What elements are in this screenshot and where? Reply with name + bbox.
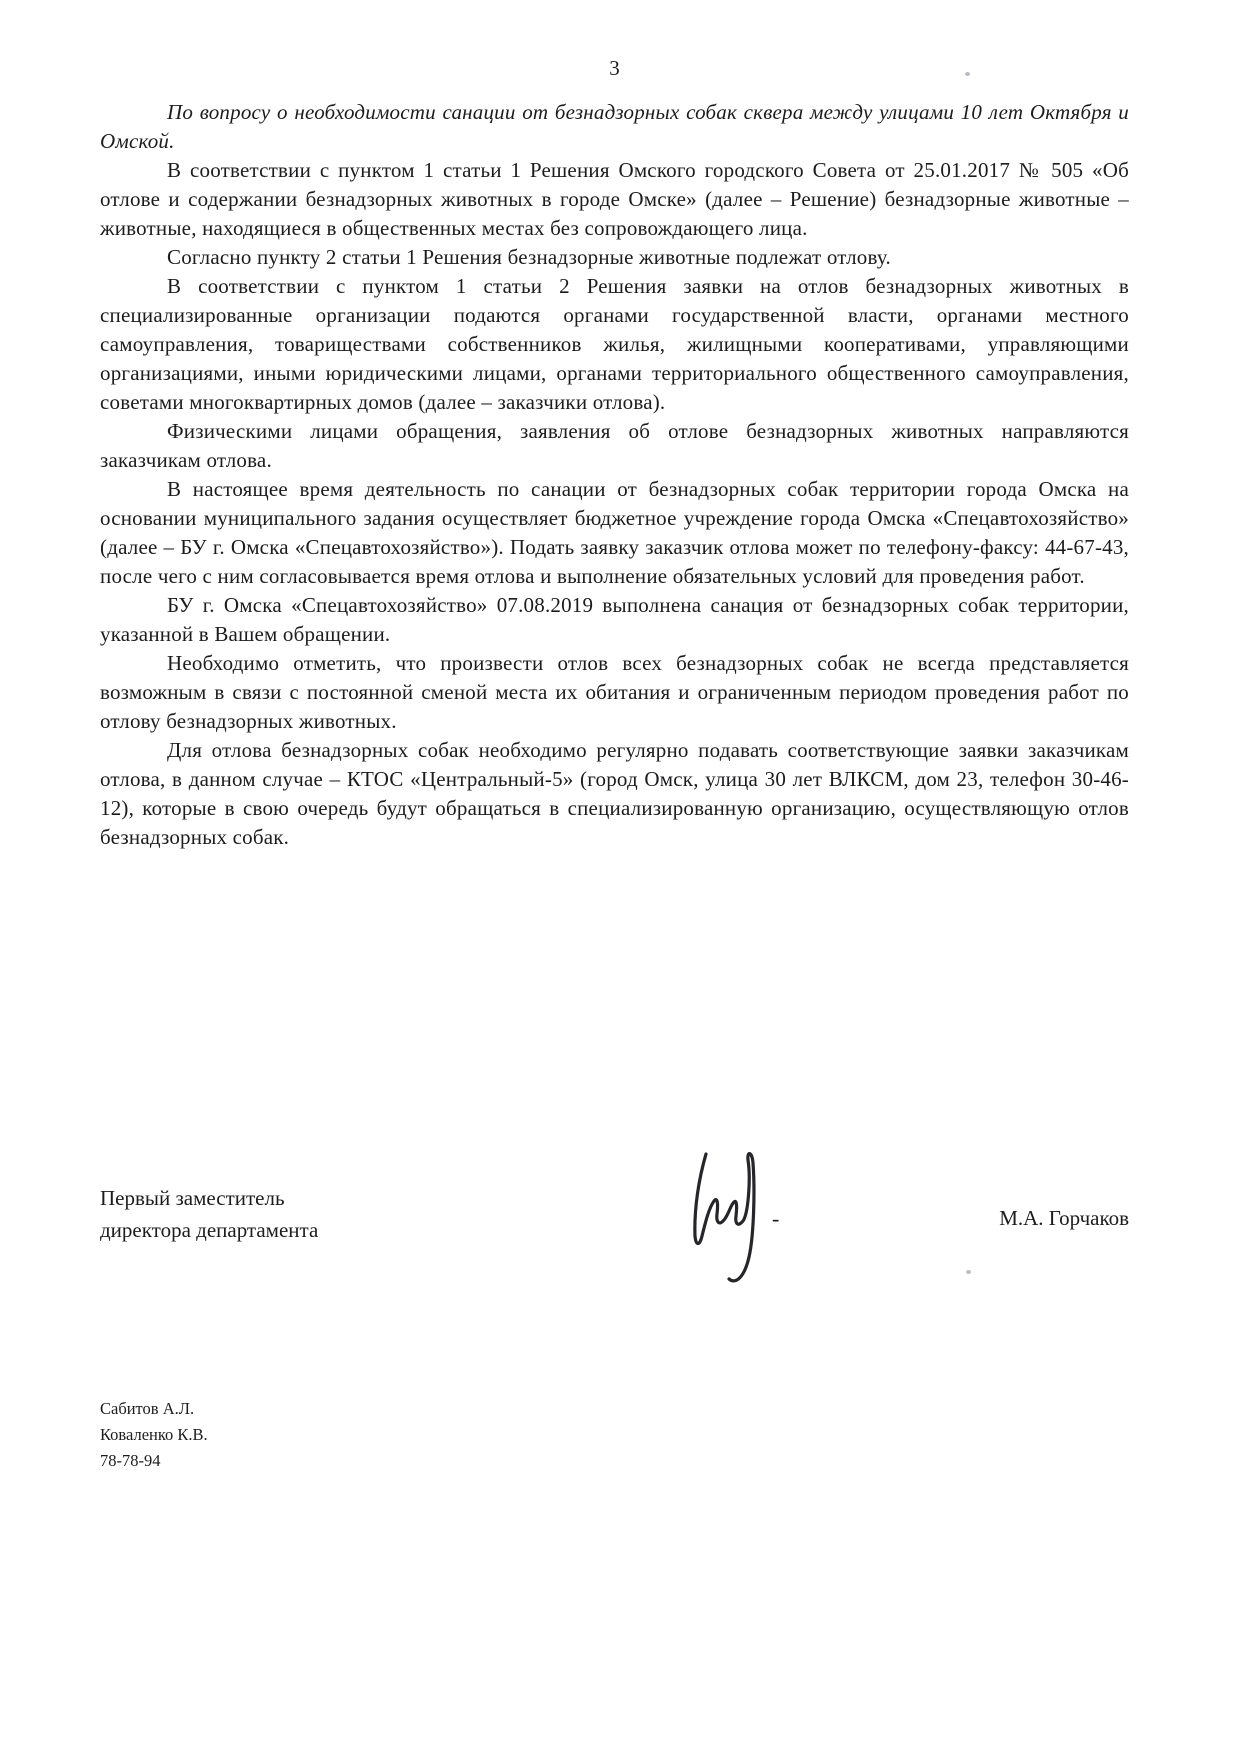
paragraph: В настоящее время деятельность по санации от безнадзорных собак территории города Омска на основании муниципального задания осуществляет бюджетное учреждение города Омска «Спецавтохозяйство» (далее – БУ г. Омска «Спецавтохозяйство»). Подать заявку заказчик отлова может по телефону-факсу: 44-67-43, после чего с ним согласовывается время отлова и выполнение обязательных условий для проведения работ. [100, 477, 1129, 588]
scan-artifact [965, 72, 970, 76]
document-body [100, 98, 1129, 852]
signer-title-line2: директора департамента [100, 1218, 319, 1242]
executor-phone: 78-78-94 [100, 1451, 161, 1470]
signer-title [100, 1182, 318, 1246]
page-number: 3 [609, 56, 620, 80]
paragraph: Для отлова безнадзорных собак необходимо регулярно подавать соответствующие заявки заказчикам отлова, в данном случае – КТОС «Центральный-5» (город Омск, улица 30 лет ВЛКСМ, дом 23, телефон 30-46-12), которые в свою очередь будут обращаться в специализированную организацию, осуществляющую отлов безнадзорных собак. [100, 738, 1129, 849]
paragraph: Согласно пункту 2 статьи 1 Решения безнадзорные животные подлежат отлову. [167, 245, 891, 269]
paragraph: В соответствии с пунктом 1 статьи 2 Решения заявки на отлов безнадзорных животных в специализированные организации подаются органами государственной власти, органами местного самоуправления, товариществами собственников жилья, жилищными кооперативами, управляющими организациями, иными юридическими лицами, органами территориального общественного самоуправления, советами многоквартирных домов (далее – заказчики отлова). [100, 274, 1129, 414]
executor-name-1: Сабитов А.Л. [100, 1399, 195, 1418]
signer-name: М.А. Горчаков [999, 1206, 1129, 1230]
paragraph-subject: По вопросу о необходимости санации от безнадзорных собак сквера между улицами 10 лет Октября и Омской. [100, 100, 1129, 153]
scan-artifact [966, 1270, 971, 1274]
paragraph: Необходимо отметить, что произвести отлов всех безнадзорных собак не всегда представляется возможным в связи с постоянной сменой места их обитания и ограниченным периодом проведения работ по отлову безнадзорных животных. [100, 651, 1129, 733]
paragraph: БУ г. Омска «Спецавтохозяйство» 07.08.2019 выполнена санация от безнадзорных собак территории, указанной в Вашем обращении. [100, 593, 1129, 646]
paragraph: Физическими лицами обращения, заявления об отлове безнадзорных животных направляются заказчикам отлова. [100, 419, 1129, 472]
signer-title-line1: Первый заместитель [100, 1186, 285, 1210]
signature-dash: - [772, 1206, 780, 1231]
executor-block [100, 1396, 208, 1474]
executor-name-2: Коваленко К.В. [100, 1425, 208, 1444]
paragraph: В соответствии с пунктом 1 статьи 1 Решения Омского городского Совета от 25.01.2017 № 505 «Об отлове и содержании безнадзорных животных в городе Омске» (далее – Решение) безнадзорные животные – животные, находящиеся в общественных местах без сопровождающего лица. [100, 158, 1129, 240]
handwritten-signature-icon [668, 1148, 778, 1288]
